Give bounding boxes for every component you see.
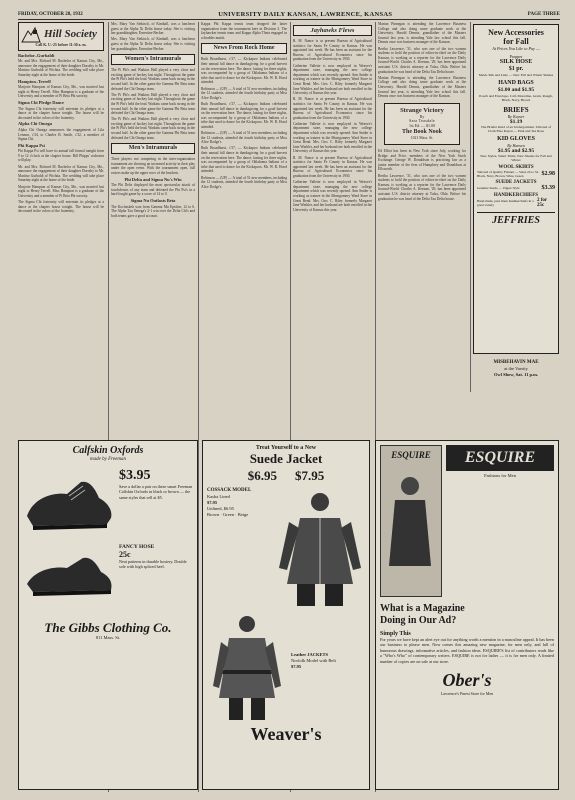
suede-price: $3.39	[541, 185, 555, 192]
leather-name: Leather JACKETS	[291, 652, 329, 657]
ad-tagline: At Prices You Like to Pay —	[492, 46, 540, 51]
book-price: 1st Ed. — $1.00	[408, 122, 436, 128]
masthead-page: PAGE THREE	[527, 11, 560, 17]
book-nook-name: The Book Nook	[401, 129, 442, 136]
masthead-title: UNIVERSITY DAILY KANSAN, LAWRENCE, KANSAS	[218, 10, 393, 18]
fancy-hose-price: 25c	[119, 550, 131, 559]
intramurals-column	[111, 22, 195, 427]
hose-price: $1 pr.	[508, 66, 524, 72]
obers-logo: Ober's	[442, 670, 492, 691]
hill-society-header	[18, 22, 104, 51]
society-item-text: Mr. and Mrs. Richard M. Bachelor of Kansas City, Mo., announce the engagement of their daughter Dorothy to Mr. Martino Gurbaldi of Wichita. The wedding will take place Saturday night at the home of the bride.	[18, 59, 104, 77]
col5-text: Marian Pinnegan is attending the Lawrence Business College and also doing some graduate work at the University. Harold Dennis, grandfather of the Masters Journal last year, is attending Yale law school this fall. Dennis once was business manager of the Kansan.	[378, 22, 466, 45]
calfskin-title: Calfskin Oxfords	[72, 445, 144, 456]
ad-headline: for Fall	[503, 37, 529, 46]
cossack-price: $7.95	[207, 500, 218, 505]
hill-society-title: Hill Society	[44, 28, 97, 40]
masthead-date: FRIDAY, OCTOBER 28, 1932	[18, 11, 83, 17]
news-rock-home-text: Robinson — (UP) — A total of 51 new members, including the 12 students, attended the fourth birthday party at Miss Alice Dodge's.	[201, 175, 287, 189]
col5-text: Ed Elliot has been in New York since July, working for Bridge and Price, members of the New York Stock Exchange. George W. Donaldson is practicing law as a junior member of the firm of Humphrey and Donaldson at Ellsworth.	[378, 149, 466, 172]
society-item-heading: Bachelor–Gurbaldi	[18, 52, 55, 58]
phi-delt-text: The Phi Delts displayed the most spectacular attack of touchdowns of any team and defeated the Phi Psi's in a hard fought game by a score of 14 to 0.	[111, 183, 195, 197]
jayhawks-text: R. M. Nance is at present Bureau of Agricultural statistics for Santa Fe County in Kansas. He was appointed last week. He has been an assistant for the Bureau of Agricultural Economics since his graduation from the University in 1930.	[293, 155, 372, 178]
hill-icon	[21, 25, 41, 43]
cossack-name: COSSACK MODEL	[207, 488, 252, 493]
society-item-text: The Sigma Chi fraternity will entertain its pledges at a dance at the chapter house tonight. The house will be decorated in the colors of the fraternity.	[18, 200, 104, 214]
bags-price: $1.00 and $1.95	[497, 87, 535, 94]
col5-text: Bertha Lawrence, '31, who was one of the two women students to hold the position of editor-in-chief on the Daily Kansan, is working as a reporter for the Lawrence Daily Journal-World. Charles A. Keenan, '29, has been appointed assistant U.S. district attorney at Tulsa, Okla. Before his graduation he was head of the Delta Tau Delta house.	[378, 173, 466, 201]
jayhawks-text: Catherine Vallette is now employed in Weaver's department store, managing the new college department which was recently opened. Ann Snider is working as trainee in the Montgomery Ward Store in Great Bend. Mrs. Geo. C. Riley formerly Margaret Jane Winkler, and her husband are both enrolled in the University of Kansas this year.	[293, 180, 372, 212]
weavers-ad	[202, 440, 370, 790]
suede-name: SUEDE JACKETS	[495, 180, 537, 186]
book-nook-ad	[384, 103, 460, 145]
sigma-nu-text: The Kochaskeh won from Gamma Mu Epsilon, 12 to 6. The Alpha Tau Omega's 2-1 win over the Delta Chi's and both teams gave a good account.	[111, 204, 195, 218]
book-title: Strange Victory	[400, 106, 444, 114]
society-item-text: Mr. and Mrs. Richard M. Bachelor of Kansas City, Mo., announce the engagement of their daughter Dorothy to Mr. Martino Gurbaldi of Wichita. The wedding will take place Saturday night at the home of the bride.	[18, 164, 104, 183]
col2-top-text: Mrs. Mary Van Siekisch, of Kimball, was a luncheon guest at the Alpha Xi Delta house today. She is visiting her granddaughter, Ernestine Becker.	[111, 22, 195, 36]
news-rock-home-text: Robinson — (UP) — A total of 51 new members, including the 12 students, attended the fourth birthday party at Miss Alice Dodge's.	[201, 131, 287, 145]
jayhawks-text: Catherine Vallette is now employed in Weaver's department store, managing the new college department which was recently opened. Ann Snider is working as trainee in the Montgomery Ward Store in Great Bend. Mrs. Geo. C. Riley formerly Margaret Jane Winkler, and her husband are both enrolled in the University of Kansas this year.	[293, 63, 372, 96]
society-item-text: Marjorie Hampton of Kansas City, Mo., was married last night to Henry Terrell. Miss Hampton is a graduate of the University and a member of Pi Beta Phi sorority.	[18, 85, 104, 99]
society-item-heading: Alpha Chi Omega	[18, 121, 52, 127]
briefs-note: The Briefer Kind of an Undergarment. Tailored of Cloth Fine Rayon — Pink and Tea Rose	[480, 124, 552, 133]
calfskin-desc: Save a dollar a pair on these smart Freeman Calfskin Oxfords in black or brown — the same styles that sell at $5.	[119, 484, 193, 500]
esquire-question-1: What is a Magazine	[380, 603, 465, 614]
society-item-text: Phi Kappa Psi will have its annual fall formal tonight from 9 to 12 o'clock at the chapter house. Bill Phipps' orchestra will play.	[18, 149, 104, 163]
bags-name: HAND BAGS	[498, 80, 534, 87]
cossack-sub: Kasha Lined	[207, 494, 230, 499]
esquire-body: For years we have kept an alert eye out for anything worth a mention in a masculine appeal. It has been our business to please men. Now comes this amazing new magazine, for men only, and full of humorous drawings, informative articles, and fashion ideas. ESQUIRE'S list of contributors reads like a "Who's Who" of contemporary writers. ESQUIRE is not for ladies — it is for men only. A limited number of copies are on sale at our store.	[380, 637, 554, 664]
cossack-block	[207, 488, 271, 608]
fancy-hose-desc: Neat patterns in durable hosiery. Double sole with high spliced heel.	[119, 559, 187, 570]
jayhawks-column	[293, 22, 372, 427]
gibbs-address: 811 Mass. St.	[95, 635, 121, 640]
jayhawks-text: R. M. Nance is at present Bureau of Agricultural statistics for Santa Fe County in Kansas. He was appointed last week. He has been an assistant for the Bureau of Agricultural Economics since his graduation from the University in 1930.	[293, 39, 372, 62]
hose-name: SILK HOSE	[499, 59, 533, 65]
womens-intramurals-text: The Pi Phi's and Watkins Hall played a very close and exciting game of hockey last night. Throughout the game the Pi Phi's held the lead. Watkins came back strong in the second half. In the other game the Gamma Phi Beta team defeated the Chi Omega team.	[111, 68, 195, 91]
suede-price-2: $7.95	[295, 468, 325, 483]
col2-top-text: Mrs. Mary Van Siekisch, of Kimball, was a luncheon guest at the Alpha Xi Delta house today. She is visiting her granddaughter, Ernestine Becker.	[111, 37, 195, 51]
book-author: Sara Teasdale	[409, 118, 435, 124]
esquire-banner: ESQUIRE	[446, 445, 554, 471]
col5-text: Marian Pinnegan is attending the Lawrence Business College and also doing some graduate work at the University. Harold Dennis, grandfather of the Masters Journal last year, is attending Yale law school this fall. Dennis once was business manager of the Kansan.	[378, 75, 466, 99]
esquire-question-2: Doing in Our Ad?	[380, 615, 457, 626]
jayhawks-text: Catherine Vallette is now employed in Weaver's department store, managing the new college department which was recently opened. Ann Snider is working as trainee in the Montgomery Ward Store in Great Bend. Mrs. Geo. C. Riley formerly Margaret Jane Winkler, and her husband are both enrolled in the University of Kansas this year.	[293, 121, 372, 154]
wool-name: WOOL SKIRTS	[498, 165, 534, 171]
gibbs-clothing-ad	[18, 440, 198, 790]
hose-label: Propper	[509, 54, 523, 59]
gloves-sub: By Hansen	[507, 143, 525, 149]
leather-sub: Norfolk Model with Belt	[291, 658, 336, 663]
suede-line1: Treat Yourself to a New	[255, 445, 317, 451]
society-item-heading: Phi Kappa Psi	[18, 142, 45, 148]
wool-note: Tailored of Quality Flannel — Sizes 24 to 32. Black, Navy, Brown, Wine, Green	[477, 170, 540, 179]
mens-intramurals-heading: Men's Intramurals	[111, 143, 195, 154]
news-rock-home-text: Ruth Broadhurst, c'37, — Kickapoo Indians celebrated their annual fall dance in thanksgiving for a good harvest on the reservation here. The dance, lasting for three nights, was accompanied by a group of Oklahoma Indians of a tribe that used to dance for the Kickapoos. Mr. W. R. Hood attended.	[201, 146, 287, 174]
wool-price: $2.98	[541, 171, 555, 178]
cossack-colors: Brown · Green · Beige	[207, 512, 249, 517]
news-rock-home-heading: News From Rock Home	[201, 43, 287, 54]
varsity-show: Owl Show, Sat. 11 p.m.	[493, 372, 538, 377]
book-by: By	[419, 114, 425, 119]
news-rock-home-text: Ruth Broadhurst, c'37, — Kickapoo Indians celebrated their annual fall dance in thanksgiving for a good harvest on the reservation here. The dance, lasting for three nights, was accompanied by a group of Oklahoma Indians of a tribe that used to dance for the Kickapoos. Mr. W. R. Hood attended.	[201, 101, 287, 129]
news-rock-home-text: Ruth Broadhurst, c'37, — Kickapoo Indians celebrated their annual fall dance in thanksgiving for a good harvest on the reservation here. The dance, lasting for three nights, was accompanied by a group of Oklahoma Indians of a tribe that used to dance for the Kickapoos. Mr. W. R. Hood attended.	[201, 57, 287, 85]
suede-line2: Suede Jacket	[249, 451, 323, 466]
society-item-heading: Sigma Chi Pledge Dance	[18, 99, 64, 105]
gloves-price: $1.95 and $2.95	[497, 148, 535, 155]
bags-note: Pouch and Envelope, Calf, Moredine, Grain, Rough, Black, Navy, Brown	[479, 94, 553, 103]
society-item-text: Alpha Chi Omega announces the engagement of Lila Lennon, c'34, to Charles B. Smith, c'32, a member of Sigma Chi.	[18, 127, 104, 142]
briefs-name: BRIEFS	[503, 105, 529, 114]
col3-top-text: Kappa Phi Kappa tennis team dropped the latter organization from the tournament here in Division 3. The Jayhawker tennis team and Kappa Alpha Theta engaged in a doubles match.	[201, 22, 287, 40]
briefs-price: $1.19	[509, 118, 523, 125]
hose-shoe-illustration	[23, 544, 115, 604]
hose-note: Mesh, Silk and Lisle — New Fall and Winter Shades	[478, 73, 554, 77]
cossack-note: Unlined, $6.95	[207, 506, 234, 511]
hill-society-column	[18, 22, 104, 427]
jeffries-logo: JEFFRIES	[477, 212, 555, 226]
column-rule	[470, 22, 471, 392]
rock-home-column	[201, 22, 287, 427]
calfskin-price: $3.95	[119, 468, 151, 483]
sigma-nu-heading: Sigma Nu Outlasts Beta	[130, 198, 176, 203]
news-rock-home-text: Robinson — (UP) — A total of 51 new members, including the 12 students, attended the fourth birthday party at Miss Alice Dodge's.	[201, 86, 287, 100]
column-rule	[198, 22, 199, 792]
suede-note: Genuine Suede — Zipper Style	[477, 186, 520, 191]
leather-block	[291, 612, 336, 722]
womens-intramurals-heading: Women's Intramurals	[111, 54, 195, 65]
hill-society-sub: Call K. U.-25 before 11:30 a. m.	[35, 43, 87, 47]
esquire-simply: Simply This	[380, 631, 411, 637]
masthead	[18, 9, 560, 20]
phi-delt-heading: Phi Delta and Sigma Nu's Win	[124, 176, 182, 182]
obers-sub: Lawrence's Finest Store for Men	[440, 691, 494, 697]
esquire-cover	[380, 445, 442, 597]
varsity-title: MISBEHAVIN MAE	[493, 360, 539, 365]
esquire-cover-illustration	[381, 466, 439, 576]
leather-price: $7.95	[291, 664, 302, 669]
weavers-logo: Weaver's	[250, 724, 322, 744]
fancy-hose-title: FANCY HOSE	[119, 544, 155, 550]
calfskin-sub: made by Freeman	[90, 457, 126, 462]
gibbs-logo: The Gibbs Clothing Co.	[44, 620, 172, 635]
obers-ad	[375, 440, 559, 790]
womens-intramurals-text: The Pi Phi's and Watkins Hall played a very close and exciting game of hockey last night. Throughout the game the Pi Phi's held the lead. Watkins came back strong in the second half. In the other game the Gamma Phi Beta team defeated the Chi Omega team.	[111, 117, 195, 140]
book-nook-address: 1021 Mass. St.	[410, 136, 434, 141]
hk-price: 2 for 25c	[537, 198, 548, 209]
col5-text: Bertha Lawrence, '31, who was one of the two women students to hold the position of editor-in-chief on the Daily Kansan, is working as a reporter for the Lawrence Daily Journal-World. Charles A. Keenan, '29, has been appointed assistant U.S. district attorney at Tulsa, Okla. Before his graduation he was head of the Delta Tau Delta house.	[378, 46, 466, 74]
oxford-shoe-illustration	[23, 468, 115, 538]
gloves-note: New Styles, Smart Trims, New Shades for Fall and Winter	[480, 154, 552, 163]
ad-headline: New Accessories	[488, 28, 544, 37]
esquire-sub: Fashions for Men	[484, 473, 516, 478]
hk-note: Hand made, pure linen handkerchiefs in a great variety	[477, 199, 534, 208]
society-item-text: The Sigma Chi fraternity will entertain its pledges at a dance at the chapter house tonight. The house will be decorated in the colors of the fraternity.	[18, 106, 104, 120]
varsity-venue: at the Varsity	[504, 366, 528, 371]
mens-intramurals-text: Three players not competing in the inter-organization tournament are showing an increased activity in their play under the open event. With the tournament open, full rosters make up the upper rows of the brackets.	[111, 157, 195, 176]
cossack-jacket-illustration	[275, 488, 365, 608]
society-item-text: Marjorie Hampton of Kansas City, Mo., was married last night to Henry Terrell. Miss Hampton is a graduate of the University and a member of Pi Beta Phi sorority.	[18, 184, 104, 198]
jayhawks-text: R. M. Nance is at present Bureau of Agricultural statistics for Santa Fe County in Kansas. He was appointed last week. He has been an assistant for the Bureau of Agricultural Economics since his graduation from the University in 1930.	[293, 97, 372, 120]
briefs-sub: By Kayser	[507, 113, 525, 119]
jeffries-ad	[473, 24, 559, 354]
alumni-column	[378, 22, 466, 427]
esquire-logo: ESQUIRE	[391, 450, 431, 460]
jayhawks-heading: Jayhawks Flews	[293, 25, 372, 36]
leather-jacket-illustration	[207, 612, 287, 722]
gloves-name: KID GLOVES	[497, 136, 535, 143]
society-item-heading: Hampton–Terrell	[18, 78, 51, 84]
hk-name: HANDKERCHIEFS	[493, 193, 539, 199]
womens-intramurals-text: The Pi Phi's and Watkins Hall played a very close and exciting game of hockey last night. Throughout the game the Pi Phi's held the lead. Watkins came back strong in the second half. In the other game the Gamma Phi Beta team defeated the Chi Omega team.	[111, 92, 195, 116]
varsity-notice	[473, 360, 559, 378]
suede-price-1: $6.95	[247, 468, 277, 483]
